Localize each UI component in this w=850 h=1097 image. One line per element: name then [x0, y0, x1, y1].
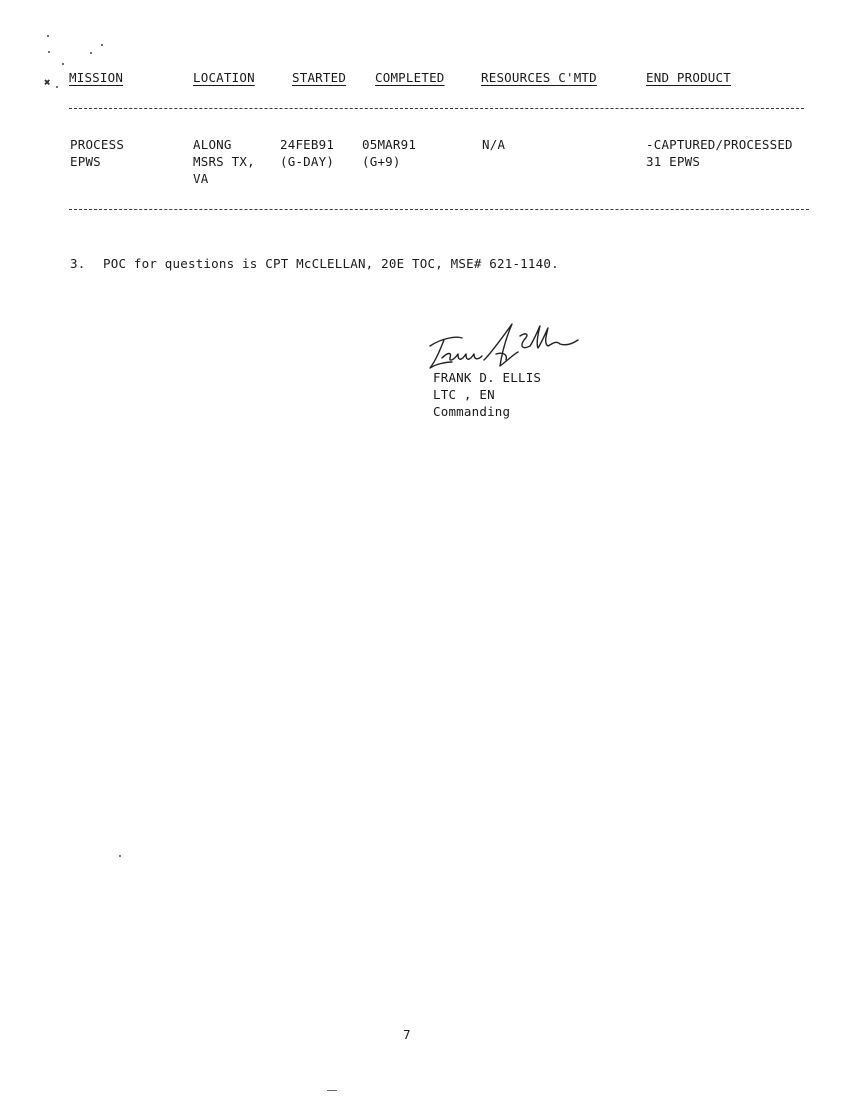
cell-end-product-line-2: 31 EPWS [646, 154, 701, 169]
cell-started-line-1: 24FEB91 [280, 137, 335, 152]
header-location: LOCATION [193, 70, 255, 85]
scan-speck [48, 51, 50, 53]
scan-speck [119, 855, 121, 857]
cell-end-product-line-1: -CAPTURED/PROCESSED [646, 137, 793, 152]
cell-resources: N/A [482, 137, 506, 152]
scan-speck [101, 44, 103, 46]
header-mission: MISSION [69, 70, 124, 85]
header-started: STARTED [292, 70, 347, 85]
signature-name: FRANK D. ELLIS [433, 370, 542, 385]
table-rule-top [69, 108, 804, 109]
scan-speck [90, 52, 92, 54]
scan-speck [56, 86, 58, 88]
signature-title: Commanding [433, 404, 511, 419]
scan-speck [47, 35, 49, 37]
bottom-mark [327, 1090, 337, 1091]
page-number: 7 [403, 1027, 411, 1042]
paragraph-text: POC for questions is CPT McCLELLAN, 20E TOC, MSE# 621-1140. [103, 256, 559, 271]
cell-mission-line-1: PROCESS [70, 137, 125, 152]
cell-completed-line-1: 05MAR91 [362, 137, 417, 152]
cell-started-line-2: (G-DAY) [280, 154, 335, 169]
scan-mark: ✖ [44, 76, 51, 89]
cell-location-line-3: VA [193, 171, 209, 186]
table-rule-bottom [69, 209, 809, 210]
cell-completed-line-2: (G+9) [362, 154, 401, 169]
scan-speck [62, 63, 64, 65]
signature-rank: LTC , EN [433, 387, 495, 402]
header-end-product: END PRODUCT [646, 70, 731, 85]
header-resources: RESOURCES C'MTD [481, 70, 597, 85]
header-completed: COMPLETED [375, 70, 445, 85]
paragraph-number: 3. [70, 256, 86, 271]
cell-location-line-2: MSRS TX, [193, 154, 255, 169]
cell-mission-line-2: EPWS [70, 154, 101, 169]
cell-location-line-1: ALONG [193, 137, 232, 152]
